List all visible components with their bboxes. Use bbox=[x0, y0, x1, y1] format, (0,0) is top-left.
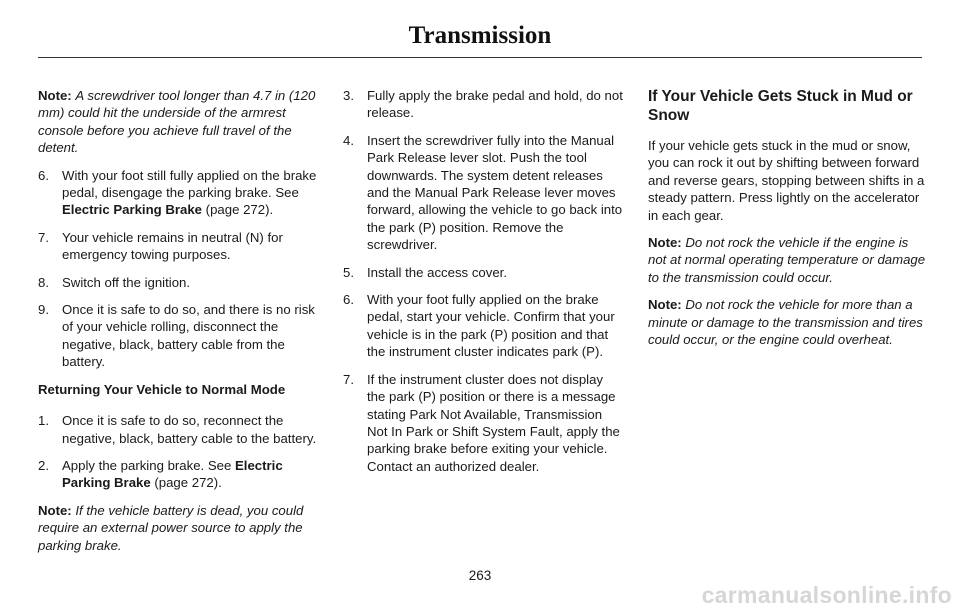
step-text: Once it is safe to do so, and there is no risk of your vehicle rolling, disconnect the negative, black, battery cable from the battery. bbox=[62, 302, 315, 370]
page-title: Transmission bbox=[408, 22, 552, 49]
list-item bbox=[38, 457, 318, 492]
list-item bbox=[38, 274, 318, 291]
note-text: Do not rock the vehicle if the engine is not at normal operating temperature or damage to the transmission could occur. bbox=[648, 235, 926, 285]
list-item bbox=[38, 167, 318, 219]
note-text: Do not rock the vehicle for more than a minute or damage to the transmission and tires could occur, or the engine could overheat. bbox=[648, 297, 923, 348]
section-heading-stuck: If Your Vehicle Gets Stuck in Mud or Snow bbox=[648, 88, 913, 124]
cross-reference-link[interactable]: Electric Parking Brake bbox=[62, 457, 283, 491]
note-label: Note: bbox=[648, 235, 682, 251]
steps-list-left bbox=[38, 167, 318, 371]
list-item bbox=[343, 371, 624, 475]
header-divider bbox=[38, 57, 922, 58]
subheading-normal-mode: Returning Your Vehicle to Normal Mode bbox=[38, 381, 286, 397]
paragraph-rocking: If your vehicle gets stuck in the mud or snow, you can rock it out by shifting between forward and reverse gears, stopping between shifts in a steady pattern. Press lightly on the accelerator in each gear. bbox=[648, 138, 925, 223]
list-item bbox=[38, 301, 318, 371]
list-item bbox=[38, 412, 318, 447]
step-text: Insert the screwdriver fully into the Manual Park Release lever slot. Push the tool downwards. The system detent releases and the Manual Park Release lever moves forward, allowing the vehicle to go back into the park (P) position. Remove the screwdriver. bbox=[367, 132, 623, 253]
step-text-part: (page 272). bbox=[150, 475, 222, 491]
step-text: Your vehicle remains in neutral (N) for emergency towing purposes. bbox=[62, 229, 283, 263]
step-number: 1. bbox=[38, 413, 49, 429]
note-rocking-duration bbox=[648, 296, 928, 348]
steps-list-middle bbox=[343, 87, 624, 475]
step-number: 3. bbox=[343, 88, 354, 103]
column-right bbox=[648, 87, 928, 358]
step-text: Fully apply the brake pedal and hold, do not release. bbox=[367, 88, 623, 121]
step-text bbox=[62, 167, 318, 219]
step-text: Switch off the ignition. bbox=[62, 274, 191, 290]
note-text: A screwdriver tool longer than 4.7 in (120 mm) could hit the underside of the armrest console before you achieve full travel of the detent. bbox=[38, 88, 316, 156]
list-item bbox=[343, 87, 624, 122]
column-left bbox=[38, 87, 318, 564]
note-engine-temperature bbox=[648, 234, 928, 286]
step-text: If the instrument cluster does not display the park (P) position or there is a message stating Park Not Available, Transmission Not In Park or Shift System Fault, apply the parking brake before exiting your vehicle. Contact an authorized dealer. bbox=[367, 371, 620, 474]
step-number: 2. bbox=[38, 457, 49, 473]
cross-reference-link[interactable]: Electric Parking Brake bbox=[62, 202, 203, 218]
step-text-part: With your foot still fully applied on the brake pedal, disengage the parking brake. See bbox=[62, 167, 317, 201]
step-number: 7. bbox=[38, 229, 49, 245]
step-text: With your foot fully applied on the brake pedal, start your vehicle. Confirm that your vehicle is in the park (P) position and that the instrument cluster indicates park (P). bbox=[367, 292, 615, 360]
step-number: 6. bbox=[38, 167, 49, 183]
note-battery bbox=[38, 502, 318, 554]
list-item bbox=[343, 264, 624, 281]
step-number: 8. bbox=[38, 274, 49, 290]
step-number: 7. bbox=[343, 371, 354, 387]
page-number: 263 bbox=[468, 568, 492, 583]
step-text-part: Apply the parking brake. See bbox=[62, 457, 236, 473]
step-number: 9. bbox=[38, 302, 49, 318]
step-text: Install the access cover. bbox=[367, 264, 508, 280]
step-number: 5. bbox=[343, 264, 354, 280]
step-text-part: (page 272). bbox=[202, 202, 274, 218]
column-middle bbox=[343, 87, 624, 485]
step-number: 6. bbox=[343, 292, 354, 308]
watermark: carmanualsonline.info bbox=[701, 582, 952, 608]
note-screwdriver bbox=[38, 87, 318, 157]
note-text: If the vehicle battery is dead, you could require an external power source to apply the parking brake. bbox=[38, 502, 304, 553]
step-number: 4. bbox=[343, 132, 354, 148]
step-text bbox=[62, 457, 318, 492]
list-item bbox=[343, 132, 624, 254]
steps-list-normal-mode bbox=[38, 412, 318, 492]
note-label: Note: bbox=[648, 297, 682, 313]
step-text: Once it is safe to do so, reconnect the negative, black, battery cable to the battery. bbox=[62, 413, 317, 446]
note-label: Note: bbox=[38, 88, 72, 103]
note-label: Note: bbox=[38, 502, 72, 518]
list-item bbox=[38, 229, 318, 264]
list-item bbox=[343, 291, 624, 361]
